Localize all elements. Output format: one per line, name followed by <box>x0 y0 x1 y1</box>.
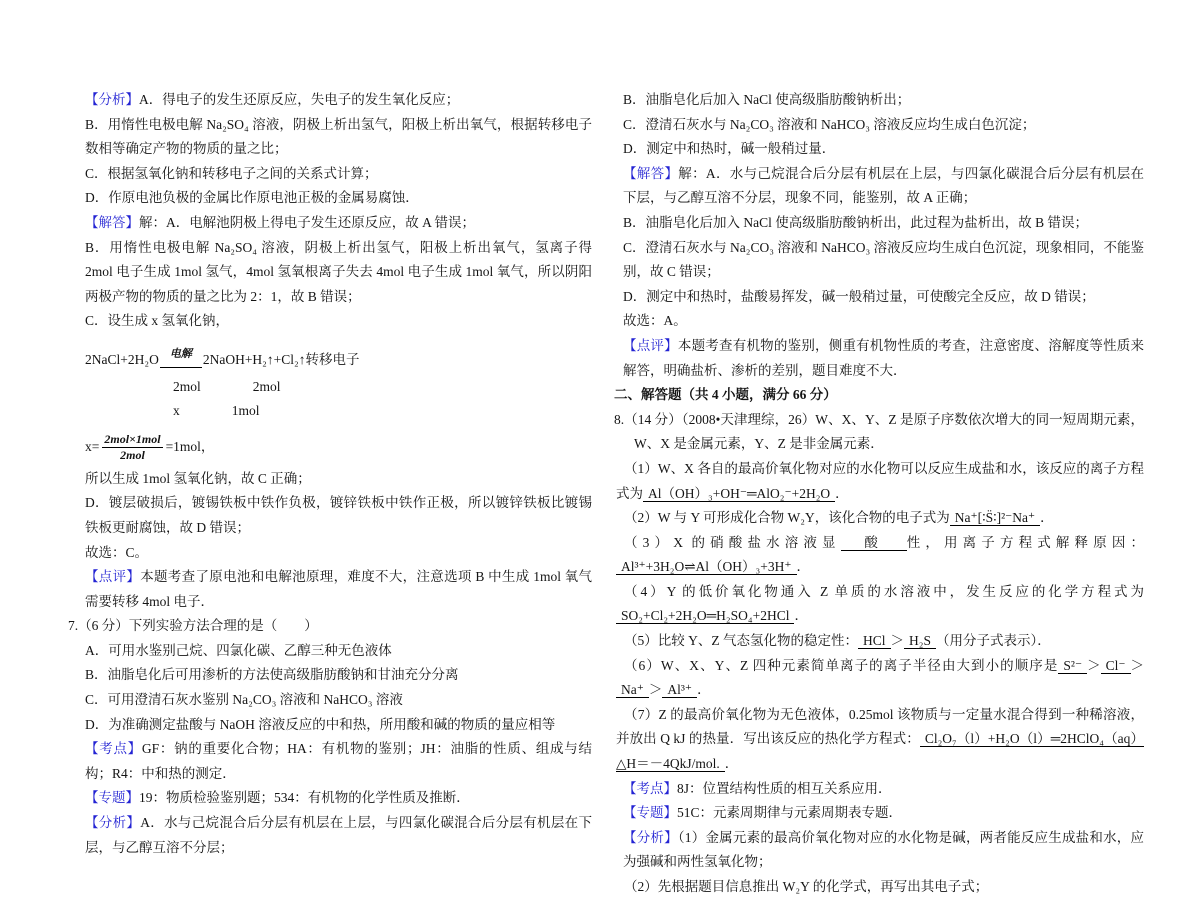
paragraph <box>68 186 592 211</box>
paragraph <box>614 162 1144 211</box>
paragraph <box>614 309 1144 334</box>
right-column <box>614 88 1144 900</box>
paragraph <box>68 639 592 664</box>
text-run: 解：A．水与己烷混合后分层有机层在上层，与四氯化碳混合后分层有机层在下层，与乙醇互溶不分层，现象不同，能鉴别，故 A 正确； <box>623 165 1145 206</box>
text-run: 7.（6 分）下列实验方法合理的是（ ） <box>68 618 318 634</box>
text-run: （1）金属元素的最高价氧化物对应的水化物是碱，两者能反应生成盐和水，应为强碱和两性氢氧化物； <box>623 829 1145 870</box>
left-column <box>68 88 592 860</box>
answer-blank: Na⁺[∶S̈∶]²⁻Na⁺ <box>950 510 1040 526</box>
paragraph <box>614 801 1144 826</box>
paragraph <box>68 811 592 860</box>
section-label: 【解答】 <box>623 165 679 181</box>
paragraph <box>68 737 592 786</box>
paragraph <box>68 663 592 688</box>
paragraph <box>614 531 1144 580</box>
section-label: 【点评】 <box>85 569 141 585</box>
answer-blank: Na⁺ <box>616 682 649 698</box>
text-run: （2）先根据题目信息推出 W₂Y 的化学式，再写出其电子式； <box>624 879 989 894</box>
paragraph <box>614 654 1144 703</box>
text-run: =1mol， <box>165 438 215 454</box>
section-heading <box>614 383 1144 408</box>
paragraph <box>614 285 1144 310</box>
paragraph <box>68 491 592 540</box>
text-run: GF：钠的重要化合物；HA：有机物的鉴别；JH：油脂的性质、组成与结构；R4：中和热的测定． <box>85 741 592 781</box>
mole-ratio-row <box>68 375 592 400</box>
text-run: （5）比较 Y、Z 气态氢化物的稳定性： <box>624 633 858 649</box>
mole-value: 2mol <box>173 378 201 394</box>
text-run: ＞ <box>1087 657 1101 673</box>
paragraph <box>68 786 592 811</box>
fraction-expression <box>68 432 592 463</box>
paragraph <box>68 565 592 614</box>
paragraph <box>68 467 592 492</box>
mole-ratio-row <box>68 399 592 424</box>
reaction-condition-label: 电解 <box>160 342 202 368</box>
paragraph <box>68 211 592 236</box>
answer-blank: H₂S <box>904 633 936 649</box>
text-run: C．澄清石灰水与 Na₂CO₃ 溶液和 NaHCO₃ 溶液反应均生成白色沉淀； <box>623 116 1036 132</box>
text-run: 故选：C。 <box>85 544 149 560</box>
text-run: x= <box>85 438 100 454</box>
paragraph <box>614 236 1144 285</box>
text-run: ＞ <box>1130 657 1144 673</box>
answer-blank: S²⁻ <box>1058 658 1087 674</box>
question-line <box>614 408 1144 457</box>
paragraph <box>614 629 1144 654</box>
text-run: 故选：A。 <box>623 313 687 329</box>
answer-blank: Al（OH）₃+OH⁻═AlO₂⁻+2H₂O <box>643 486 835 502</box>
text-run: D．镀层破损后，镀锡铁板中铁作负极，镀锌铁板中铁作正极，所以镀锌铁板比镀锡铁板更耐腐蚀，故 D 错误； <box>85 495 592 535</box>
fraction-numerator: 2mol×1mol <box>104 431 161 446</box>
answer-blank: Cl⁻ <box>1101 658 1131 674</box>
text-run: （用分子式表示）． <box>935 633 1051 649</box>
chemical-equation <box>68 348 592 375</box>
text-run: （4）Y 的低价氧化物通入 Z 单质的水溶液中，发生反应的化学方程式为 <box>624 583 1144 599</box>
text-run: 2NaCl+2H₂O <box>85 351 159 367</box>
section-label: 【点评】 <box>623 337 678 353</box>
fraction-denominator: 2mol <box>120 447 145 462</box>
text-run: （1）W、X 各自的最高价氧化物对应的水化物可以反应生成盐和水，该反应的离子方程式为 <box>616 460 1144 501</box>
text-run: （3）X 的硝酸盐水溶液显 <box>624 534 841 550</box>
text-run: A．得电子的发生还原反应，失电子的发生氧化反应； <box>139 92 460 107</box>
section-label: 【专题】 <box>623 805 677 821</box>
paragraph <box>614 703 1144 777</box>
text-run: C．根据氢氧化钠和转移电子之间的关系式计算； <box>85 165 378 181</box>
text-run: （2）W 与 Y 可形成化合物 W₂Y，该化合物的电子式为 <box>624 510 950 526</box>
text-run: B．用惰性电极电解 Na₂SO₄ 溶液，阴极上析出氢气，阳极上析出氧气，根据转移电子数相等确定产物的物质的量之比； <box>85 116 592 157</box>
text-run: D．为准确测定盐酸与 NaOH 溶液反应的中和热，所用酸和碱的物质的量应相等 <box>85 716 556 732</box>
text-run: （6）W、X、Y、Z 四种元素简单离子的离子半径由大到小的顺序是 <box>624 657 1059 673</box>
paragraph <box>68 713 592 738</box>
text-run: B．用惰性电极电解 Na₂SO₄ 溶液，阴极上析出氢气，阳极上析出氧气，氢离子得 2mol 电子生成 1mol 氢气，4mol 氢氧根离子失去 4mol 电子生成 1mol 氧气，所以阴阳两极产物的物质的量之比为 2：1，故 B 错误； <box>85 239 592 304</box>
paragraph <box>614 334 1144 383</box>
paragraph <box>614 88 1144 113</box>
text-run: ． <box>724 756 739 772</box>
paragraph <box>68 309 592 334</box>
paragraph <box>68 688 592 713</box>
section-label: 【分析】 <box>623 829 678 845</box>
answer-blank: 酸 <box>841 535 907 551</box>
text-run: ＞ <box>648 682 663 698</box>
mole-value: x <box>173 403 180 419</box>
text-run: A．可用水鉴别己烷、四氯化碳、乙醇三种无色液体 <box>85 642 392 658</box>
paragraph <box>614 113 1144 138</box>
section-label: 【专题】 <box>85 790 139 806</box>
paragraph <box>614 875 1144 900</box>
mole-value: 2mol <box>252 378 281 394</box>
text-run: 二、解答题（共 4 小题，满分 66 分） <box>614 387 837 403</box>
section-label: 【分析】 <box>85 815 141 831</box>
text-run: （7）Z 的最高价氧化物为无色液体，0.25mol 该物质与一定量水混合得到一种稀溶液，并放出 Q kJ 的热量．写出该反应的热化学方程式： <box>616 706 1144 747</box>
section-label: 【解答】 <box>85 214 139 230</box>
question-line <box>68 614 592 639</box>
paragraph <box>614 777 1144 802</box>
text-run: 本题考查了原电池和电解池原理，难度不大，注意选项 B 中生成 1mol 氧气需要转移 4mol 电子． <box>85 569 592 609</box>
paragraph <box>614 506 1144 531</box>
text-run: C．澄清石灰水与 Na₂CO₃ 溶液和 NaHCO₃ 溶液反应均生成白色沉淀，现象相同，不能鉴别，故 C 错误； <box>623 239 1144 280</box>
text-run: D．测定中和热时，碱一般稍过量． <box>623 141 836 157</box>
mole-value: 1mol <box>231 403 260 419</box>
text-run: ． <box>697 682 711 698</box>
text-run: B．油脂皂化后可用渗析的方法使高级脂肪酸钠和甘油充分分离 <box>85 667 459 683</box>
text-run: 8.（14 分）（2008•天津理综，26）W、X、Y、Z 是原子序数依次增大的同一短周期元素，W、X 是金属元素，Y、Z 是非金属元素． <box>614 411 1144 452</box>
text-run: B．油脂皂化后加入 NaCl 使高级脂肪酸钠析出； <box>623 92 911 107</box>
text-run: ． <box>796 559 810 575</box>
paragraph <box>614 457 1144 506</box>
text-run: ＞ <box>890 633 905 649</box>
paragraph <box>68 88 592 113</box>
answer-blank: Al³⁺ <box>662 682 697 698</box>
text-run: A．水与己烷混合后分层有机层在上层，与四氯化碳混合后分层有机层在下层，与乙醇互溶不分层； <box>85 815 592 855</box>
paragraph <box>614 211 1144 236</box>
answer-blank: Cl₂O₇（l）+H₂O（l）═2HClO₄（aq）△H＝－4QkJ/mol. <box>616 731 1144 772</box>
text-run: 所以生成 1mol 氢氧化钠，故 C 正确； <box>85 470 311 486</box>
text-run: 本题考查有机物的鉴别，侧重有机物性质的考查，注意密度、溶解度等性质来解答，明确盐析、渗析的差别，题目难度不大． <box>623 337 1145 378</box>
section-label: 【考点】 <box>85 741 142 757</box>
fraction <box>102 432 162 463</box>
paragraph <box>614 826 1144 875</box>
text-run: D．测定中和热时，盐酸易挥发，碱一般稍过量，可使酸完全反应，故 D 错误； <box>623 288 1095 304</box>
paragraph <box>68 162 592 187</box>
text-run: C．可用澄清石灰水鉴别 Na₂CO₃ 溶液和 NaHCO₃ 溶液 <box>85 692 403 708</box>
text-run: B．油脂皂化后加入 NaCl 使高级脂肪酸钠析出，此过程为盐析出，故 B 错误； <box>623 214 1089 230</box>
text-run: ． <box>1040 510 1054 526</box>
section-label: 【考点】 <box>623 780 677 796</box>
paragraph <box>68 236 592 310</box>
text-run: 性，用离子方程式解释原因： <box>906 534 1145 550</box>
answer-blank: HCl <box>858 633 891 649</box>
text-run: D．作原电池负极的金属比作原电池正极的金属易腐蚀． <box>85 190 419 206</box>
text-run: 19：物质检验鉴别题；534：有机物的化学性质及推断． <box>139 790 470 806</box>
text-run: C．设生成 x 氢氧化钠， <box>85 313 230 329</box>
text-run: 51C：元素周期律与元素周期表专题． <box>677 805 903 821</box>
text-run: 2NaOH+H₂↑+Cl₂↑转移电子 <box>202 351 360 367</box>
text-run: 解：A．电解池阴极上得电子发生还原反应，故 A 错误； <box>139 214 476 230</box>
paragraph <box>68 113 592 162</box>
paragraph <box>614 580 1144 629</box>
answer-blank: Al³⁺+3H₂O⇌Al（OH）₃+3H⁺ <box>616 559 797 575</box>
answer-blank: SO₂+Cl₂+2H₂O═H₂SO₄+2HCl <box>616 608 794 624</box>
paragraph <box>614 137 1144 162</box>
text-run: ． <box>794 608 808 624</box>
section-label: 【分析】 <box>85 92 139 107</box>
text-run: 8J：位置结构性质的相互关系应用． <box>677 780 892 796</box>
text-run: ． <box>835 485 849 501</box>
paragraph <box>68 541 592 566</box>
